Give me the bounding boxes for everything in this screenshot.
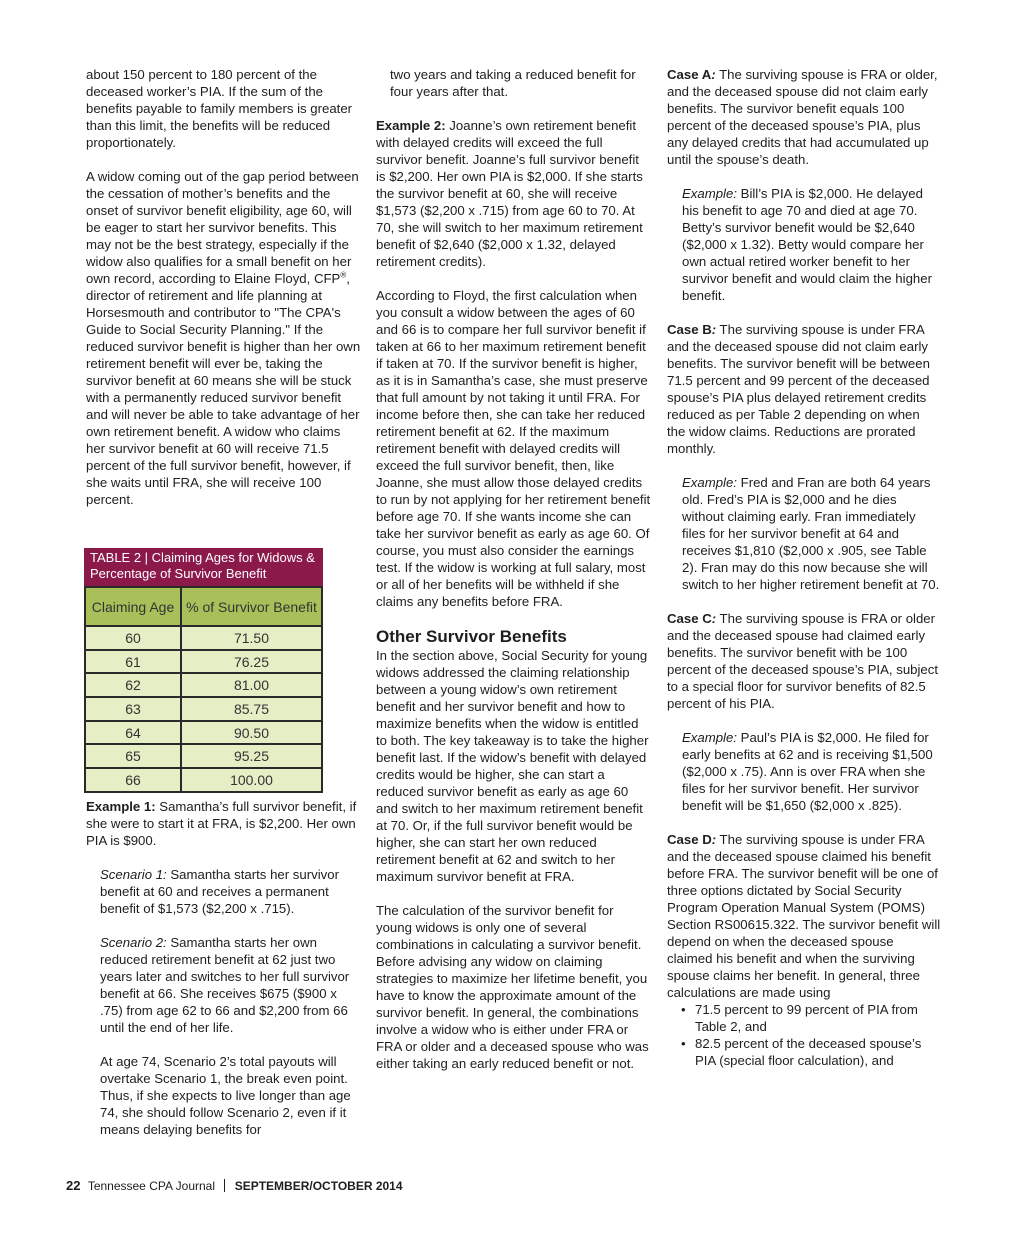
- paragraph-example-c: [667, 729, 941, 814]
- table-body: [85, 626, 322, 792]
- journal-name: Tennessee CPA Journal: [87, 1179, 216, 1193]
- paragraph-example-b: [667, 474, 941, 593]
- paragraph-case-d: [667, 831, 941, 1001]
- case-c-colon: :: [711, 611, 717, 626]
- example-a-text: Bill’s PIA is $2,000. He delayed his benefit to age 70 and died at age 70. Betty’s survivor benefit would be $2,640 ($2,000 x 1.32). Betty would compare her own actual retired worker benefit to her survivor benefit and would claim the higher benefit.: [682, 186, 932, 303]
- example-2-label: Example 2:: [376, 118, 446, 133]
- example-c-text: Paul’s PIA is $2,000. He filed for early benefits at 62 and is receiving $1,500 ($2,000 x .75). Ann is over FRA when she files for her survivor benefit. Her survivor benefit will be $1,650 ($2,000 x .825).: [682, 730, 933, 813]
- page-number: 22: [66, 1178, 81, 1193]
- table-header-row: [85, 587, 322, 626]
- table-title: TABLE 2 | Claiming Ages for Widows & Percentage of Survivor Benefit: [84, 548, 323, 586]
- table-row: [85, 721, 322, 745]
- paragraph-example-2: [376, 117, 652, 270]
- registered-mark: ®: [340, 270, 347, 280]
- case-b-text: The surviving spouse is under FRA and the deceased spouse did not claim early benefits. The survivor benefit will be between 71.5 percent and 99 percent of the deceased spouse’s PIA plus delayed retirement credits reduced as per Table 2 depending on when the widow claims. Reductions are prorated monthly.: [667, 322, 930, 456]
- table-grid: [84, 586, 323, 793]
- cell-claiming-age: 60: [85, 626, 181, 650]
- section-heading-other-survivor-benefits: Other Survivor Benefits: [376, 627, 567, 646]
- case-b-label: Case B: [667, 322, 712, 337]
- table-row: [85, 650, 322, 674]
- cell-claiming-age: 61: [85, 650, 181, 674]
- example-1-label: Example 1:: [86, 799, 156, 814]
- table-row: [85, 768, 322, 792]
- list-item: • 82.5 percent of the deceased spouse’s PIA (special floor calculation), and: [681, 1035, 941, 1069]
- column-1: [86, 66, 361, 508]
- example-a-label: Example:: [682, 186, 737, 201]
- cell-claiming-age: 62: [85, 673, 181, 697]
- paragraph-example-a: [667, 185, 941, 304]
- gap-period-text-b: , director of retirement and life planning at Horsesmouth and contributor to "The CPA's Guide to Social Security Planning." If the reduced survivor benefit is higher than her own retirement benefit will ever be, taking the survivor benefit at 60 means she will be stuck with a permanently reduced survivor benefit and will never be able to take advantage of her own retirement benefit. A widow who claims her survivor benefit at 60 will receive 71.5 percent of the full survivor benefit, however, if she waits until FRA, she will receive 100 percent.: [86, 271, 361, 507]
- case-c-text: The surviving spouse is FRA or older and the deceased spouse had claimed early benefits. The survivor benefit with be 100 percent of the deceased spouse’s PIA, subject to a special floor for survivor benefits of 82.5 percent of his PIA.: [667, 611, 939, 711]
- scenario-2-text: Samantha starts her own reduced retirement benefit at 62 just two years later and switches to her full survivor benefit at 66. She receives $675 ($900 x .75) from age 62 to 66 and $2,200 from 66 until the end of her life.: [100, 935, 350, 1035]
- cell-percent-survivor: 95.25: [181, 744, 322, 768]
- calculation-list: [667, 1001, 941, 1069]
- list-item: • 71.5 percent to 99 percent of PIA from Table 2, and: [681, 1001, 941, 1035]
- column-2: [376, 66, 652, 1072]
- table-2: [84, 548, 323, 793]
- paragraph-case-b: [667, 321, 941, 457]
- paragraph-case-c: [667, 610, 941, 712]
- paragraph-continued: two years and taking a reduced benefit for four years after that.: [390, 67, 636, 99]
- cell-percent-survivor: 76.25: [181, 650, 322, 674]
- header-percent-survivor: % of Survivor Benefit: [181, 587, 322, 626]
- example-b-label: Example:: [682, 475, 737, 490]
- cell-claiming-age: 64: [85, 721, 181, 745]
- example-b-text: Fred and Fran are both 64 years old. Fred’s PIA is $2,000 and he dies without claiming early. Fran immediately files for her survivor benefit at 64 and receives $1,810 ($2,000 x .905, see Table 2). Fran may do this now because she will switch to her higher retirement benefit at 70.: [682, 475, 940, 592]
- column-3: [667, 66, 941, 1069]
- case-a-colon: :: [711, 67, 716, 82]
- cell-claiming-age: 66: [85, 768, 181, 792]
- case-d-text: The surviving spouse is under FRA and the deceased spouse claimed his benefit before FRA. The survivor benefit will be one of three options dictated by Social Security Program Operation Manual System (POMS) Section RS00615.322. The survivor benefit will depend on when the deceased spouse claimed his benefit and when the surviving spouse claims her benefit. In general, three calculations are made using: [667, 832, 941, 1000]
- paragraph-other-benefits: In the section above, Social Security for young widows addressed the claiming relationship between a young widow’s own retirement benefit and her survivor benefit and how to maximize benefits when the widow is entitled to both. The key takeaway is to take the higher benefit last. If the widow’s benefit with delayed credits would be higher, she can start a reduced survivor benefit as early as age 60 and switch to her maximum retirement benefit at 70. Or, if the full survivor benefit would be higher, she can start her own reduced retirement benefit at 62 and switch to her maximum survivor benefit at FRA.: [376, 648, 649, 884]
- paragraph-scenario-2: [86, 934, 361, 1036]
- paragraph-floyd: According to Floyd, the first calculation when you consult a widow between the ages of 60 and 66 is to compare her full survivor benefit if taken at 66 to her maximum retirement benefit if taken at 70. If the survivor benefit is higher, as it is in Samantha’s case, she must preserve that full amount by not taking it until FRA. For income before then, she can take her reduced retirement benefit at 62. If the maximum retirement benefit with delayed credits will exceed the full survivor benefit, then, like Joanne, she must allow those delayed credits to run by not applying for her retirement benefit before age 70. If she wants income she can take her survivor benefit as early as age 60. Of course, you must also consider the earnings test. If the widow is working at full salary, most or all of her benefits will be withheld if she claims any benefits before FRA.: [376, 288, 651, 609]
- paragraph-scenario-1: [86, 866, 361, 917]
- case-b-colon: :: [711, 322, 717, 337]
- table-row: [85, 673, 322, 697]
- example-c-label: Example:: [682, 730, 737, 745]
- example-2-text: Joanne’s own retirement benefit with delayed credits will exceed the full survivor benefit. Joanne’s full survivor benefit is $2,200. Her own PIA is $2,000. If she starts the survivor benefit at 60, she will receive $1,573 ($2,200 x .715) from age 60 to 70. At 70, she will switch to her maximum retirement benefit of $2,640 ($2,000 x 1.32, delayed retirement credits).: [376, 118, 643, 269]
- footer-divider: [224, 1179, 225, 1192]
- case-c-label: Case C: [667, 611, 712, 626]
- case-a-text: The surviving spouse is FRA or older, and the deceased spouse did not claim early benefits. The survivor benefit equals 100 percent of the deceased spouse’s PIA, plus any delayed credits that had accumulated up until the spouse’s death.: [667, 67, 938, 167]
- cell-percent-survivor: 85.75: [181, 697, 322, 721]
- cell-percent-survivor: 100.00: [181, 768, 322, 792]
- case-d-label: Case D: [667, 832, 712, 847]
- case-d-colon: :: [711, 832, 717, 847]
- table-row: [85, 626, 322, 650]
- example-1-text: Samantha’s full survivor benefit, if she were to start it at FRA, is $2,200. Her own PIA is $900.: [86, 799, 357, 848]
- header-claiming-age: Claiming Age: [85, 587, 181, 626]
- cell-claiming-age: 63: [85, 697, 181, 721]
- paragraph-example-1: [86, 798, 361, 849]
- table-row: [85, 697, 322, 721]
- cell-percent-survivor: 90.50: [181, 721, 322, 745]
- paragraph-calculation: The calculation of the survivor benefit for young widows is only one of several combinations in calculating a survivor benefit. Before advising any widow on claiming strategies to maximize her lifetime benefit, you have to know the approximate amount of the survivor benefit. In general, the combinations involve a widow who is either under FRA or FRA or older and a deceased spouse who was either taking an early reduced benefit or not.: [376, 903, 649, 1071]
- paragraph-case-a: [667, 66, 941, 168]
- cell-percent-survivor: 81.00: [181, 673, 322, 697]
- gap-period-text-a: A widow coming out of the gap period between the cessation of mother’s benefits and the onset of survivor benefit eligibility, age 60, will be eager to start her survivor benefits. This may not be the best strategy, especially if the widow also qualifies for a small benefit on her own record, according to Elaine Floyd, CFP: [86, 169, 359, 286]
- paragraph-gap-period: [86, 168, 361, 508]
- case-a-label: Case A: [667, 67, 712, 82]
- column-1-lower: [86, 798, 361, 1138]
- table-row: [85, 744, 322, 768]
- cell-claiming-age: 65: [85, 744, 181, 768]
- scenario-1-text: Samantha starts her survivor benefit at 60 and receives a permanent benefit of $1,573 ($2,200 x .715).: [100, 867, 339, 916]
- cell-percent-survivor: 71.50: [181, 626, 322, 650]
- scenario-1-label: Scenario 1:: [100, 867, 167, 882]
- paragraph-break-even: At age 74, Scenario 2’s total payouts will overtake Scenario 1, the break even point. Thus, if she expects to live longer than age 74, she should follow Scenario 2, even if it means delaying benefits for: [100, 1054, 351, 1137]
- scenario-2-label: Scenario 2:: [100, 935, 167, 950]
- issue-date: SEPTEMBER/OCTOBER 2014: [234, 1179, 403, 1193]
- paragraph-benefit-limit: about 150 percent to 180 percent of the deceased worker’s PIA. If the sum of the benefits payable to family members is greater than this limit, the benefits will be reduced proportionately.: [86, 67, 353, 150]
- page-footer: [66, 1179, 403, 1193]
